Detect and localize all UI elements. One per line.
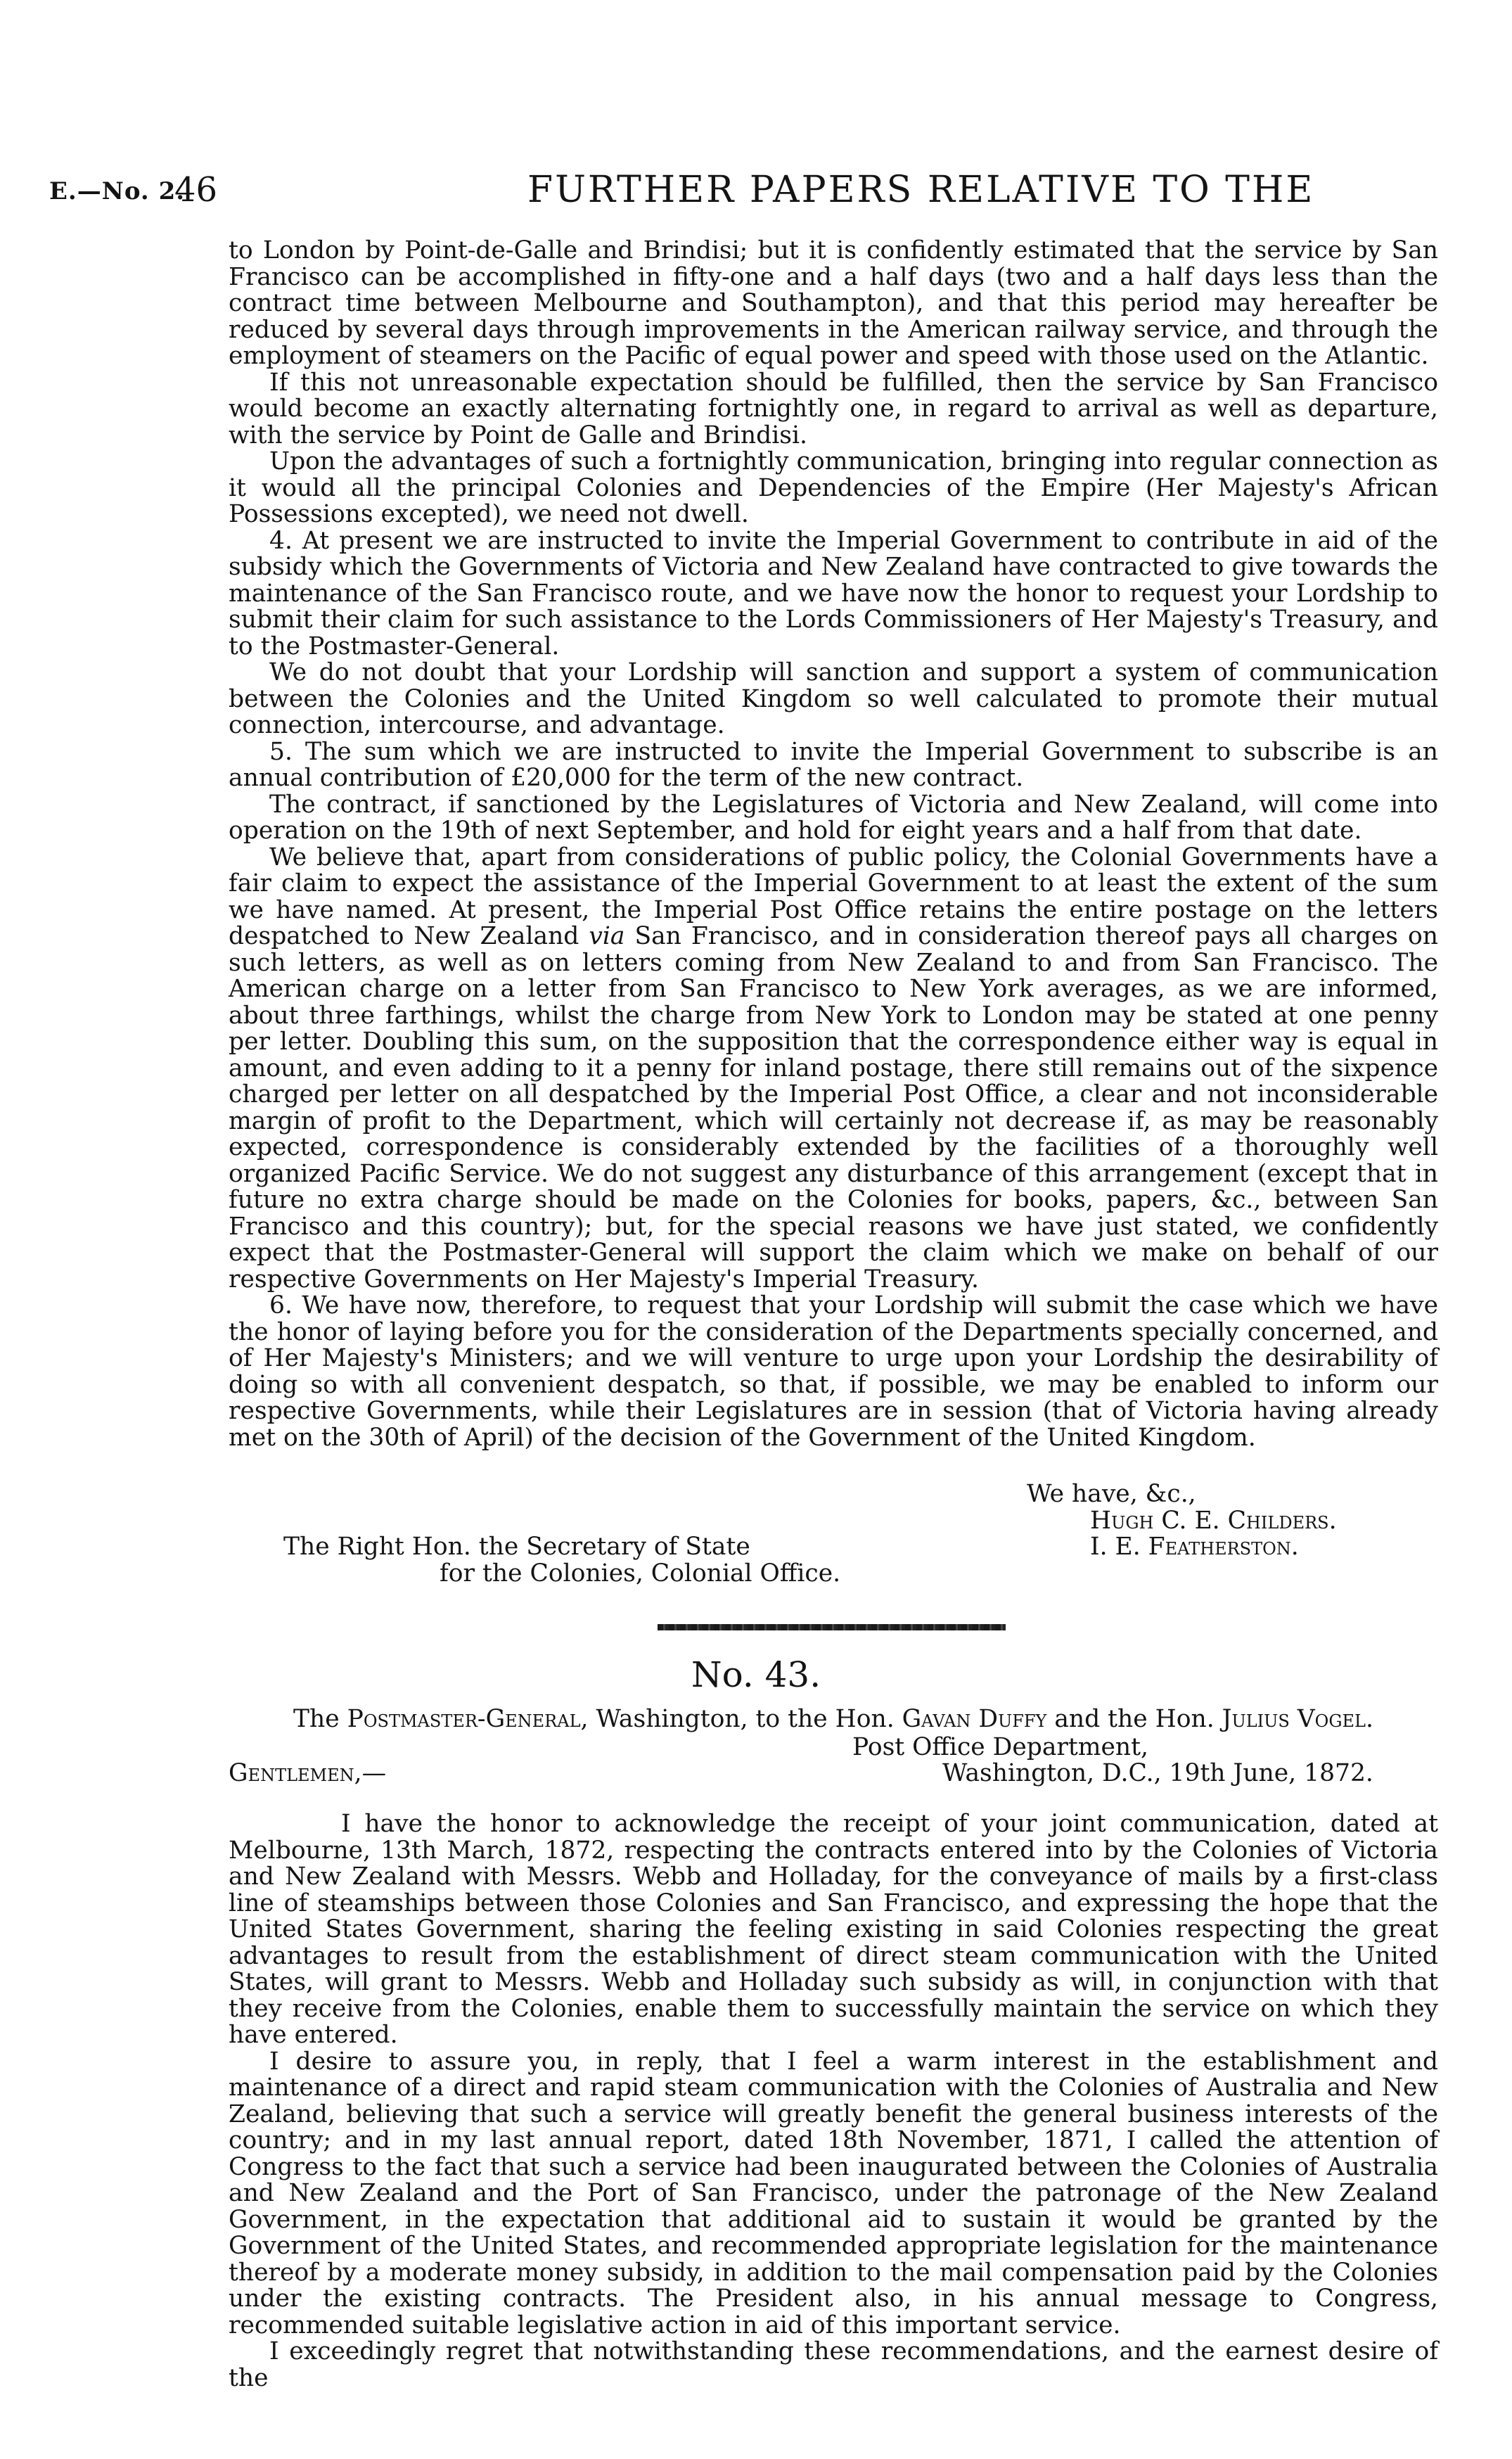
text: The — [293, 1705, 347, 1733]
paragraph: 4. At present we are instructed to invite the Imperial Government to contribute in aid of the subsidy which the Governments of Victoria and New Zealand have contracted to give towards the maintenance of the San Francisco route, and we have now the honor to request your Lordship to submit their claim for such assistance to the Lords Commissioners of Her Majesty's Treasury, and to the Postmaster-General. — [229, 526, 1438, 660]
addressee-line: The Right Hon. the Secretary of State — [283, 1533, 750, 1561]
text: and the Hon. — [1046, 1705, 1222, 1733]
sender-recipient-line — [229, 1705, 1438, 1733]
letter-42-closing — [229, 1481, 1438, 1601]
letter-42-body — [229, 238, 1438, 1451]
page-header — [49, 167, 1463, 217]
section-divider — [658, 1624, 1006, 1630]
paragraph: We do not doubt that your Lordship will sanction and support a system of communication between the Colonies and the United Kingdom so well calculated to promote their mutual connection, intercourse, and advantage. — [229, 658, 1438, 739]
paragraph: I have the honor to acknowledge the receipt of your joint communication, dated at Melbourne, 13th March, 1872, respecting the contracts entered into by the Colonies of Victoria and New Zealand with Messrs. Webb and Holladay, for the conveyance of mails by a first-class line of steamships between those Colonies and San Francisco, and expressing the hope that the United States Government, sharing the feeling existing in said Colonies respecting the great advantages to result from the establishment of direct steam communication with the United States, will grant to Messrs. Webb and Holladay such subsidy as will, in conjunction with that they receive from the Colonies, enable them to successfully maintain the service on which they have entered. — [229, 1810, 1438, 2049]
office-line: Post Office Department, — [852, 1733, 1148, 1761]
signatory-featherston: I. E. Featherston. — [1090, 1533, 1299, 1561]
dateline: Washington, D.C., 19th June, 1872. — [942, 1759, 1373, 1787]
document-number-heading: No. 43. — [691, 1654, 821, 1695]
paragraph — [229, 845, 1438, 1294]
complimentary-close: We have, &c., — [1027, 1480, 1196, 1508]
recipient-name: Julius Vogel — [1222, 1705, 1366, 1733]
paragraph: 5. The sum which we are instructed to invite the Imperial Government to subscribe is an annual contribution of £20,000 for the term of the new contract. — [229, 737, 1438, 792]
letter-43-body — [229, 1811, 1438, 2391]
salutation: Gentlemen,— — [229, 1759, 387, 1787]
signatory-childers: Hugh C. E. Childers. — [1090, 1507, 1337, 1535]
paragraph-text: We believe that, apart from considerations of public policy, the Colonial Governments have a fair claim to expect the assistance of the Imperial Government to at least the extent of the sum we have named. At present, the Imperial Post Office retains the entire postage on the letters despatched to New Zealand — [229, 843, 1438, 950]
paragraph: to London by Point-de-Galle and Brindisi; but it is confidently estimated that the service by San Francisco can be accomplished in fifty-one and a half days (two and a half days less than the contract time between Melbourne and Southampton), and that this period may hereafter be reduced by several days through improvements in the American railway service, and through the employment of steamers on the Pacific of equal power and speed with those used on the Atlantic. — [229, 236, 1438, 370]
paragraph: Upon the advantages of such a fortnightly communication, bringing into regular connection as it would all the principal Colonies and Dependencies of the Empire (Her Majesty's African Possessions excepted), we need not dwell. — [229, 447, 1438, 528]
paragraph: I exceedingly regret that notwithstanding these recommendations, and the earnest desire of the — [229, 2337, 1438, 2392]
paragraph: If this not unreasonable expectation should be fulfilled, then the service by San Francisco would become an exactly alternating fortnightly one, in regard to arrival as well as departure, with the service by Point de Galle and Brindisi. — [229, 368, 1438, 449]
paragraph: I desire to assure you, in reply, that I feel a warm interest in the establishment and maintenance of a direct and rapid steam communication with the Colonies of Australia and New Zealand, believing that such a service will greatly benefit the general business interests of the country; and in my last annual report, dated 18th November, 1871, I called the attention of Congress to the fact that such a service had been inaugurated between the Colonies of Australia and New Zealand and the Port of San Francisco, under the patronage of the New Zealand Government, in the expectation that additional aid to sustain it would be granted by the Government of the United States, and recommended appropriate legislation for the maintenance thereof by a moderate money subsidy, in addition to the mail compensation paid by the Colonies under the existing contracts. The President also, in his annual message to Congress, recommended suitable legislative action in aid of this important service. — [229, 2047, 1438, 2339]
paragraph: The contract, if sanctioned by the Legislatures of Victoria and New Zealand, will come into operation on the 19th of next September, and hold for eight years and a half from that date. — [229, 790, 1438, 845]
document-reference: E.—No. 2. — [49, 177, 186, 205]
text: . — [1366, 1705, 1373, 1733]
text: , Washington, to the Hon. — [580, 1705, 902, 1733]
italic-word: via — [589, 922, 625, 950]
running-title: FURTHER PAPERS RELATIVE TO THE — [527, 169, 1315, 211]
paragraph: 6. We have now, therefore, to request that your Lordship will submit the case which we have the honor of laying before you for the consideration of the Departments specially concerned, and of Her Majesty's Ministers; and we will venture to urge upon your Lordship the desirability of doing so with all convenient despatch, so that, if possible, we may be enabled to inform our respective Governments, while their Legislatures are in session (that of Victoria having already met on the 30th of April) of the decision of the Government of the United Kingdom. — [229, 1291, 1438, 1452]
recipient-name: Gavan Duffy — [902, 1705, 1047, 1733]
page-number: 46 — [174, 170, 218, 210]
sender-title: Postmaster-General — [347, 1705, 581, 1733]
addressee-line: for the Colonies, Colonial Office. — [440, 1559, 841, 1588]
paragraph-text: San Francisco, and in consideration thereof pays all charges on such letters, as well as on letters coming from New Zealand to and from San Francisco. The American charge on a letter from San Francisco to New York averages, as we are informed, about three farthings, whilst the charge from New York to London may be stated at one penny per letter. Doubling this sum, on the supposition that the correspondence either way is equal in amount, and even adding to it a penny for inland postage, there still remains out of the sixpence charged per letter on all despatched by the Imperial Post Office, a clear and not inconsiderable margin of profit to the Department, which will certainly not decrease if, as may be reasonably expected, correspondence is considerably extended by the facilities of a thoroughly well organized Pacific Service. We do not suggest any disturbance of this arrangement (except that in future no extra charge should be made on the Colonies for books, papers, &c., between San Francisco and this country); but, for the special reasons we have just stated, we confidently expect that the Postmaster-General will support the claim which we make on behalf of our respective Governments on Her Majesty's Imperial Treasury. — [229, 922, 1438, 1294]
